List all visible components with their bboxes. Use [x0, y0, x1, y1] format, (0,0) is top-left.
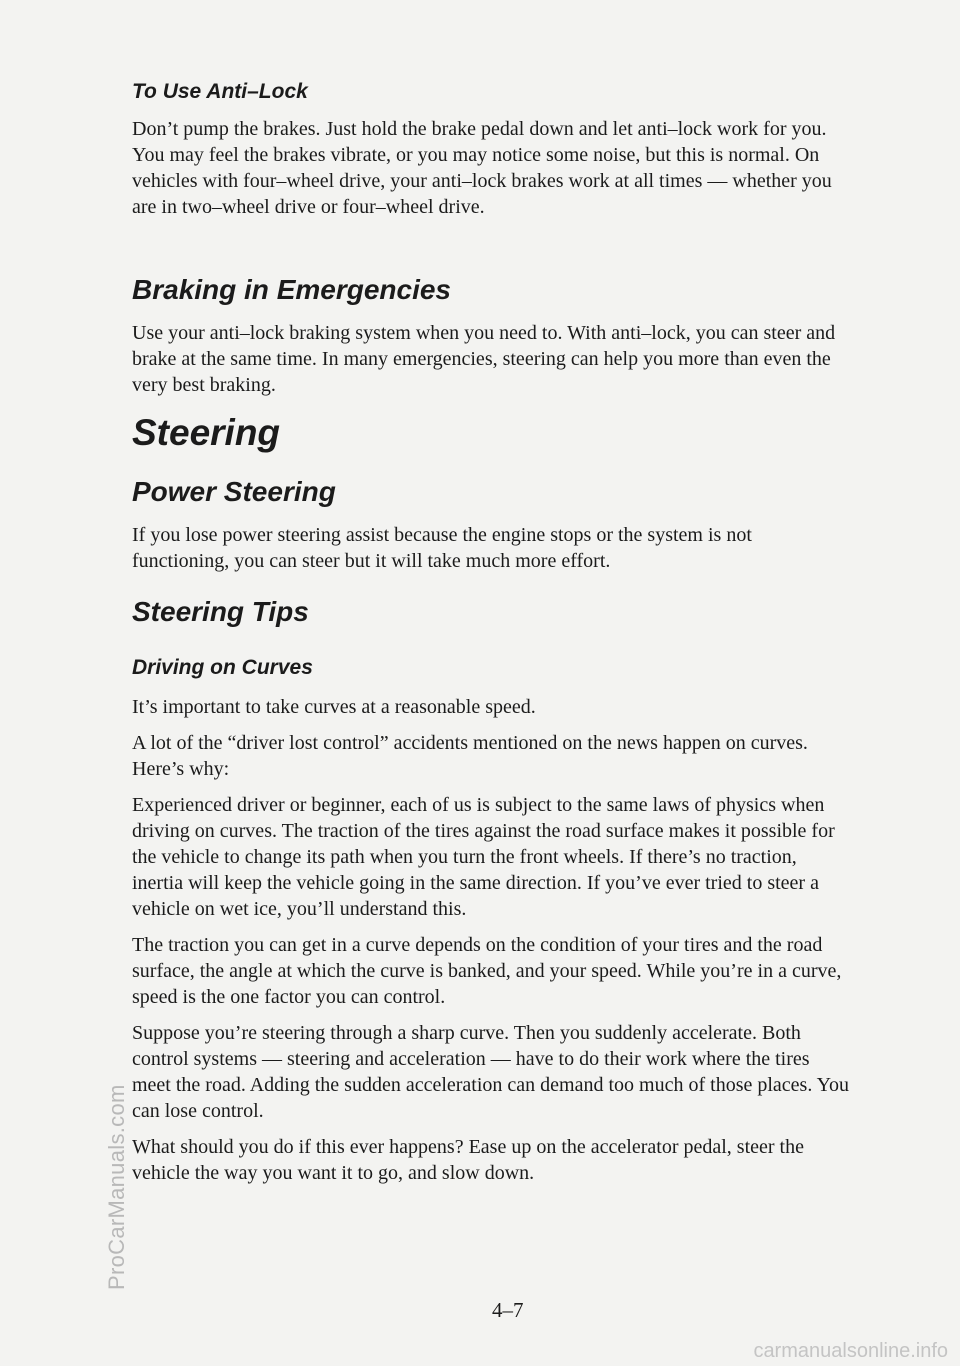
heading-braking-in-emergencies: Braking in Emergencies — [132, 274, 452, 305]
paragraph-curves-3: Experienced driver or beginner, each of us is subject to the same laws of physics when driving on curves. The traction of the tires against the road surface makes it possible for the vehicle to change its path when you turn the front wheels. If there’s no traction, inertia will keep the vehicle going in the same direction. If you’ve ever tried to steer a vehicle on wet ice, you’ll understand this. — [132, 794, 835, 920]
paragraph-curves-6: What should you do if this ever happens? Ease up on the accelerator pedal, steer the vehicle the way you want it to go, and slow down. — [132, 1136, 804, 1184]
page-number: 4–7 — [492, 1298, 524, 1322]
watermark-text: ProCarManuals.com — [104, 1084, 129, 1290]
paragraph-anti-lock: Don’t pump the brakes. Just hold the brake pedal down and let anti–lock work for you. You may feel the brakes vibrate, or you may notice some noise, but this is normal. On vehicles with four–wheel drive, your anti–lock brakes work at all times — whether you are in two–wheel drive or four–wheel drive. — [132, 118, 832, 218]
section-power-steering — [132, 476, 852, 584]
paragraph-curves-5: Suppose you’re steering through a sharp curve. Then you suddenly accelerate. Both control systems — steering and acceleration — have to do their work where the tires meet the road. Adding the sudden acceleration can demand too much of those places. You can lose control. — [132, 1022, 850, 1122]
section-steering — [132, 412, 852, 470]
heading-steering: Steering — [132, 412, 281, 453]
section-braking-emergencies — [132, 274, 852, 408]
paragraph-curves-2: A lot of the “driver lost control” accidents mentioned on the news happen on curves. Here’s why: — [132, 732, 808, 780]
paragraph-curves-4: The traction you can get in a curve depends on the condition of your tires and the road surface, the angle at which the curve is banked, and your speed. While you’re in a curve, speed is the one factor you can control. — [132, 934, 842, 1008]
paragraph-emergencies: Use your anti–lock braking system when you need to. With anti–lock, you can steer and brake at the same time. In many emergencies, steering can help you more than even the very best braking. — [132, 322, 836, 396]
paragraph-curves-1: It’s important to take curves at a reasonable speed. — [132, 696, 536, 718]
footer-url: carmanualsonline.info — [753, 1340, 948, 1362]
section-steering-tips — [132, 596, 852, 642]
heading-steering-tips: Steering Tips — [132, 596, 309, 627]
paragraph-power-steering: If you lose power steering assist because the engine stops or the system is not functioning, you can steer but it will take much more effort. — [132, 524, 752, 572]
section-driving-on-curves — [132, 656, 852, 1196]
heading-driving-on-curves: Driving on Curves — [132, 656, 313, 679]
heading-power-steering: Power Steering — [132, 476, 336, 507]
heading-to-use-anti-lock: To Use Anti–Lock — [132, 80, 308, 103]
section-anti-lock — [132, 80, 852, 230]
